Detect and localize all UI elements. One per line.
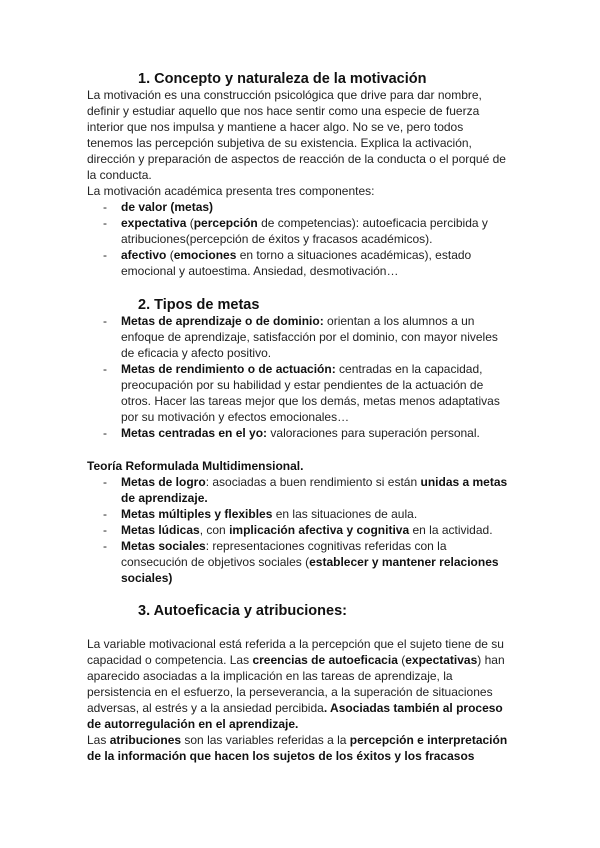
list-item-cont: por su motivación y efectos emocionales… — [121, 410, 350, 424]
list-item: Metas de logro: asociadas a buen rendimiento si están unidas a metas — [121, 475, 508, 489]
bullet-marker: - — [103, 507, 107, 521]
list-item: Metas de aprendizaje o de dominio: orientan a los alumnos a un — [121, 314, 475, 328]
list-item: Metas sociales: representaciones cognitivas referidas con la — [121, 539, 447, 553]
bullet-marker: - — [103, 200, 107, 214]
para-line: de la información que hacen los sujetos de los éxitos y los fracasos — [87, 749, 475, 763]
para-line: de autorregulación en el aprendizaje. — [87, 717, 299, 731]
para-line: interior que nos impulsa y mantiene a hacer algo. No se ve, pero todos — [87, 120, 464, 134]
list-item: Metas de rendimiento o de actuación: centradas en la capacidad, — [121, 362, 483, 376]
para-line: tenemos las percepción subjetiva de su existencia. Explica la activación, — [87, 136, 472, 150]
bullet-marker: - — [103, 248, 107, 262]
list-item: Metas múltiples y flexibles en las situaciones de aula. — [121, 507, 418, 521]
para-line: persistencia en el esfuerzo, la perseverancia, a la superación de situaciones — [87, 685, 493, 699]
para-line: definir y estudiar aquello que nos hace sentir como una especie de fuerza — [87, 104, 480, 118]
list-item-cont: consecución de objetivos sociales (establecer y mantener relaciones — [121, 555, 499, 569]
para-line: aparecido asociadas a la implicación en las tareas de aprendizaje, la — [87, 669, 453, 683]
para-line: capacidad o competencia. Las creencias de autoeficacia (expectativas) han — [87, 653, 505, 667]
heading-concepto: 1. Concepto y naturaleza de la motivación — [138, 71, 427, 87]
teoria-title: Teoría Reformulada Multidimensional. — [87, 459, 304, 473]
bullet-marker: - — [103, 475, 107, 489]
para-line: la conducta. — [87, 168, 152, 182]
list-item: expectativa (percepción de competencias): autoeficacia percibida y — [121, 216, 488, 230]
list-item: Metas centradas en el yo: valoraciones para superación personal. — [121, 426, 480, 440]
list-item-cont: enfoque de aprendizaje, satisfacción por el dominio, con mayor niveles — [121, 330, 498, 344]
heading-autoeficacia: 3. Autoeficacia y atribuciones: — [138, 603, 347, 619]
list-item-cont: de aprendizaje. — [121, 491, 208, 505]
list-item-cont: atribuciones(percepción de éxitos y fracasos académicos). — [121, 232, 433, 246]
bullet-marker: - — [103, 362, 107, 376]
bullet-marker: - — [103, 523, 107, 537]
bullet-marker: - — [103, 216, 107, 230]
para-line: La motivación es una construcción psicológica que drive para dar nombre, — [87, 88, 482, 102]
para-line: adversas, al estrés y a la ansiedad percibida. Asociadas también al proceso — [87, 701, 503, 715]
bullet-marker: - — [103, 314, 107, 328]
bullet-marker: - — [103, 426, 107, 440]
list-item: afectivo (emociones en torno a situaciones académicas), estado — [121, 248, 472, 262]
bullet-marker: - — [103, 539, 107, 553]
heading-tipos-metas: 2. Tipos de metas — [138, 297, 260, 313]
para-line: dirección y preparación de aspectos de reacción de la conducta o el porqué de — [87, 152, 506, 166]
para-line: Las atribuciones son las variables referidas a la percepción e interpretación — [87, 733, 508, 747]
components-intro: La motivación académica presenta tres componentes: — [87, 184, 375, 198]
list-item: de valor (metas) — [121, 200, 214, 214]
list-item-cont: emocional y autoestima. Ansiedad, desmotivación… — [121, 264, 399, 278]
list-item: Metas lúdicas, con implicación afectiva y cognitiva en la actividad. — [121, 523, 493, 537]
list-item-cont: de eficacia y afecto positivo. — [121, 346, 272, 360]
list-item-cont: preocupación por su habilidad y estar pendientes de la actuación de — [121, 378, 484, 392]
list-item-cont: sociales) — [121, 571, 173, 585]
para-line: La variable motivacional está referida a la percepción que el sujeto tiene de su — [87, 637, 504, 651]
list-item-cont: otros. Hacer las tareas mejor que los demás, metas menos adaptativas — [121, 394, 500, 408]
